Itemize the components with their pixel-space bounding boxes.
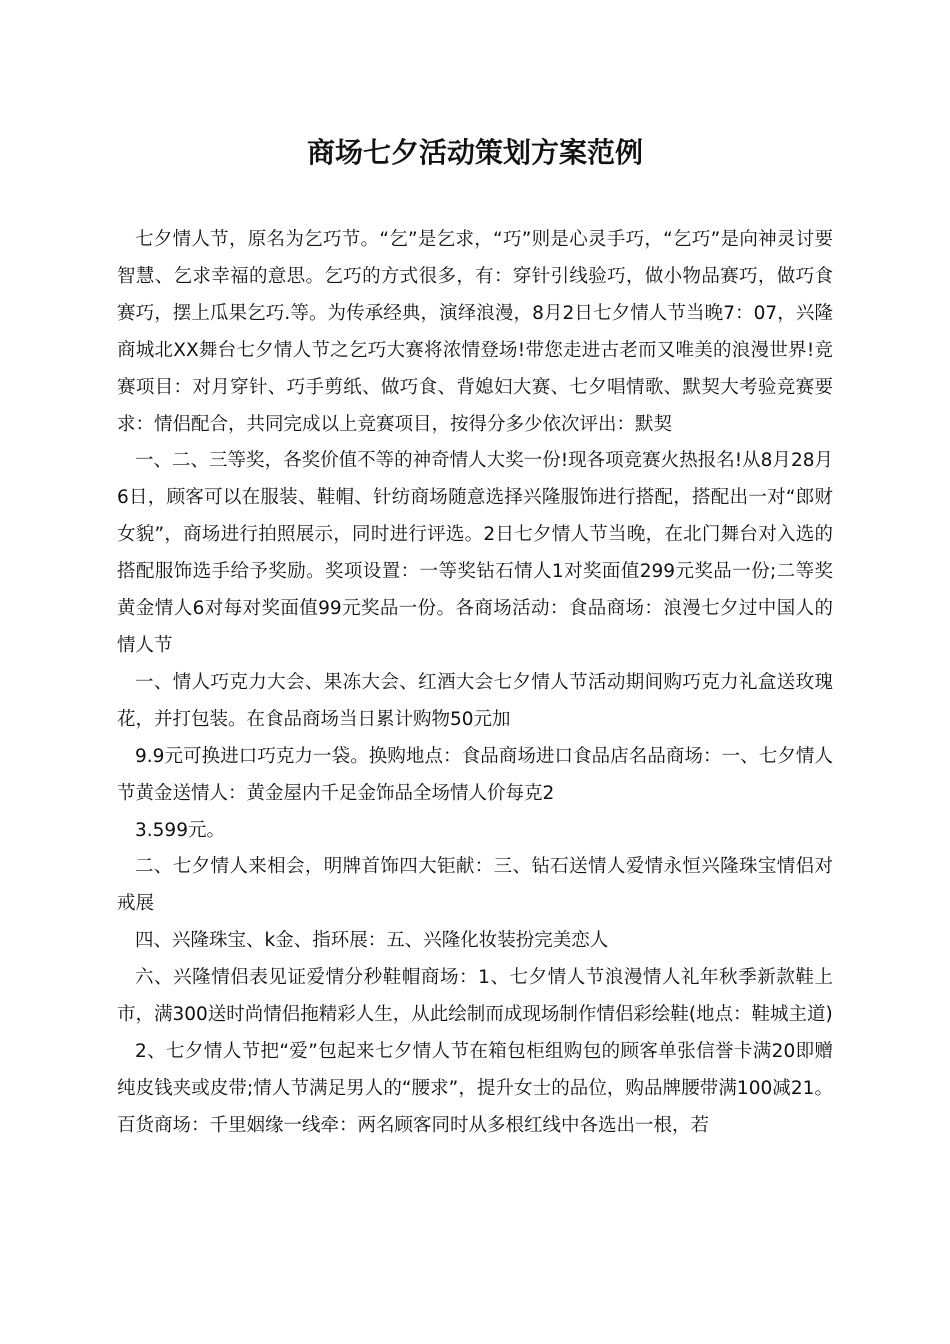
paragraph-price: 3.599元。: [135, 819, 225, 841]
document-body: [117, 222, 833, 1145]
paragraph-kgold: 四、兴隆珠宝、k金、指环展：五、兴隆化妆装扮完美恋人: [135, 930, 609, 952]
paragraph-shoes: 六、兴隆情侣表见证爱情分秒鞋帽商场：1、七夕情人节浪漫情人礼年秋季新款鞋上市，满300送时尚情侣拖精彩人生，从此绘制而成现场制作情侣彩绘鞋(地点：鞋城主道): [117, 967, 833, 1026]
document-title: 商场七夕活动策划方案范例: [306, 136, 643, 169]
paragraph-bags: 2、七夕情人节把“爱”包起来七夕情人节在箱包柜组购包的顾客单张信誉卡满20即赠纯皮钱夹或皮带;情人节满足男人的“腰求”，提升女士的品位，购品牌腰带满100减21。百货商场：千里姻缘一线牵：两名顾客同时从多根红线中各选出一根，若: [117, 1040, 833, 1136]
paragraph-exchange: 9.9元可换进口巧克力一袋。换购地点：食品商场进口食品店名品商场：一、七夕情人节黄金送情人：黄金屋内千足金饰品全场情人价每克2: [117, 745, 833, 804]
paragraph-intro: 七夕情人节，原名为乞巧节。“乞”是乞求，“巧”则是心灵手巧，“乞巧”是向神灵讨要智慧、乞求幸福的意思。乞巧的方式很多，有：穿针引线验巧，做小物品赛巧，做巧食赛巧，摆上瓜果乞巧.等。为传承经典，演绎浪漫，8月2日七夕情人节当晚7：07，兴隆商城北XX舞台七夕情人节之乞巧大赛将浓情登场!带您走进古老而又唯美的浪漫世界!竞赛项目：对月穿针、巧手剪纸、做巧食、背媳妇大赛、七夕唱情歌、默契大考验竞赛要求：情侣配合，共同完成以上竞赛项目，按得分多少依次评出：默契: [117, 229, 833, 435]
paragraph-jewelry: 二、七夕情人来相会，明牌首饰四大钜献：三、钻石送情人爱情永恒兴隆珠宝情侣对戒展: [117, 856, 833, 915]
paragraph-chocolate: 一、情人巧克力大会、果冻大会、红酒大会七夕情人节活动期间购巧克力礼盒送玫瑰花，并打包装。在食品商场当日累计购物50元加: [117, 671, 833, 730]
paragraph-awards: 一、二、三等奖，各奖价值不等的神奇情人大奖一份!现各项竞赛火热报名!从8月28月6日，顾客可以在服装、鞋帽、针纺商场随意选择兴隆服饰进行搭配，搭配出一对“郎财女貌”，商场进行拍照展示，同时进行评选。2日七夕情人节当晚，在北门舞台对入选的搭配服饰选手给予奖励。奖项设置：一等奖钻石情人1对奖面值299元奖品一份;二等奖黄金情人6对每对奖面值99元奖品一份。各商场活动：食品商场：浪漫七夕过中国人的情人节: [117, 450, 833, 656]
